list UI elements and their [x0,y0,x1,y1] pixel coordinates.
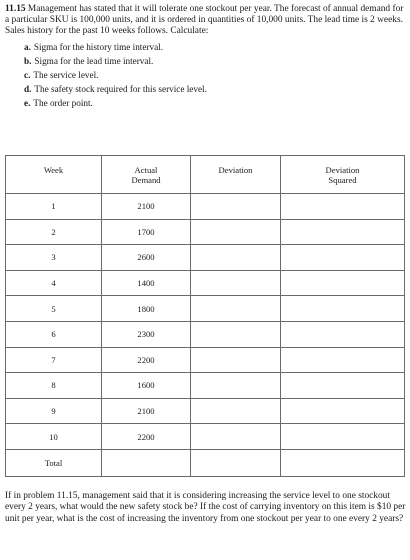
table-row [6,347,405,373]
deviation-cell[interactable] [191,398,281,424]
table-row [6,194,405,220]
header-deviation-squared: Deviation Squared [281,156,405,194]
header-deviation: Deviation [191,156,281,194]
demand-cell: 2200 [102,347,191,373]
part-letter: c. [24,69,31,80]
deviation-squared-cell[interactable] [281,373,405,399]
deviation-cell[interactable] [191,321,281,347]
deviation-squared-cell[interactable] [281,398,405,424]
part-item [24,42,405,53]
week-cell: 1 [6,194,102,220]
demand-cell: 1600 [102,373,191,399]
part-item [24,70,405,81]
deviation-squared-cell[interactable] [281,347,405,373]
problem-text: Management has stated that it will tolerate one stockout per year. The forecast of annual demand for a particular SKU is 100,000 units, and it is ordered in quantities of 10,000 units. The lead time is 2 weeks. Sales history for the past 10 weeks follows. Calculate: [5,4,404,37]
demand-cell: 2100 [102,398,191,424]
header-actual-demand: Actual Demand [102,156,191,194]
deviation-squared-cell[interactable] [281,424,405,450]
demand-cell: 2300 [102,321,191,347]
demand-cell: 1700 [102,219,191,245]
deviation-squared-cell[interactable] [281,219,405,245]
part-item [24,84,405,95]
table-row [6,270,405,296]
part-text: The order point. [33,98,93,109]
table-row [6,424,405,450]
deviation-squared-cell[interactable] [281,245,405,271]
deviation-squared-cell[interactable] [281,270,405,296]
deviation-cell[interactable] [191,245,281,271]
deviation-cell[interactable] [191,424,281,450]
part-item [24,98,405,109]
part-text: The safety stock required for this service level. [34,84,207,95]
week-cell: 8 [6,373,102,399]
table-row [6,296,405,322]
table-header-row [6,156,405,194]
deviation-squared-cell[interactable] [281,321,405,347]
week-cell: 10 [6,424,102,450]
deviation-cell[interactable] [191,270,281,296]
total-label: Total [6,449,102,476]
part-letter: b. [24,55,32,66]
deviation-cell[interactable] [191,296,281,322]
demand-cell: 1800 [102,296,191,322]
part-text: Sigma for the lead time interval. [34,55,154,66]
deviation-squared-cell[interactable] [281,194,405,220]
demand-cell: 2600 [102,245,191,271]
part-letter: a. [24,41,31,52]
total-deviation-squared-cell[interactable] [281,449,405,476]
part-letter: e. [24,98,31,109]
week-cell: 9 [6,398,102,424]
part-text: The service level. [33,69,99,80]
week-cell: 7 [6,347,102,373]
table-row [6,245,405,271]
problem-stem [5,4,405,38]
part-letter: d. [24,84,32,95]
week-cell: 5 [6,296,102,322]
part-item [24,56,405,67]
followup-question: If in problem 11.15, management said that it is considering increasing the service level to one stockout every 2 years, what would the new safety stock be? If the cost of carrying inventory on this item is $10 per unit per year, what is the cost of increasing the inventory from one stockout per year to one every 2 years? [5,491,406,524]
week-cell: 3 [6,245,102,271]
problem-block [5,4,405,113]
table-row [6,219,405,245]
demand-cell: 2100 [102,194,191,220]
total-demand-cell[interactable] [102,449,191,476]
table-row [6,398,405,424]
table-body [6,194,405,450]
table-total-row [6,449,405,476]
week-cell: 6 [6,321,102,347]
problem-parts [24,42,405,109]
header-week: Week [6,156,102,194]
table-row [6,373,405,399]
deviation-cell[interactable] [191,194,281,220]
week-cell: 2 [6,219,102,245]
demand-cell: 2200 [102,424,191,450]
week-cell: 4 [6,270,102,296]
deviation-cell[interactable] [191,219,281,245]
part-text: Sigma for the history time interval. [33,41,164,52]
deviation-cell[interactable] [191,347,281,373]
demand-cell: 1400 [102,270,191,296]
total-deviation-cell[interactable] [191,449,281,476]
problem-number: 11.15 [5,4,26,14]
deviation-squared-cell[interactable] [281,296,405,322]
deviation-cell[interactable] [191,373,281,399]
table-row [6,321,405,347]
demand-table [5,155,405,477]
